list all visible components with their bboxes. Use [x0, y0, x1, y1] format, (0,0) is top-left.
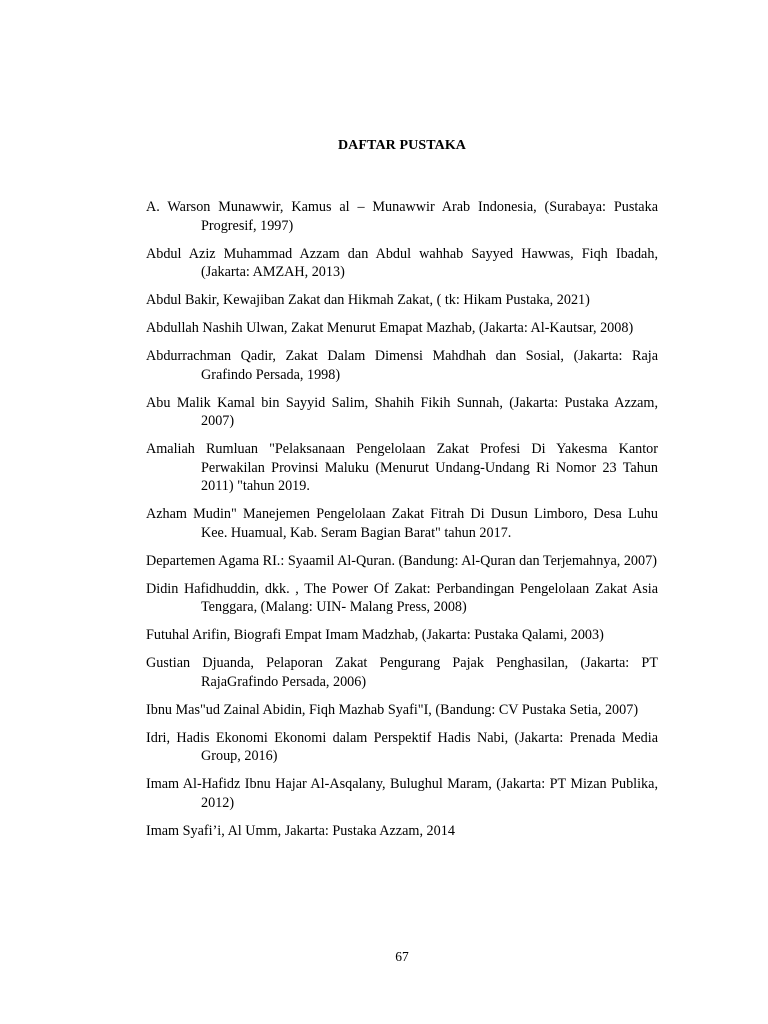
reference-item: Imam Al-Hafidz Ibnu Hajar Al-Asqalany, Bulughul Maram, (Jakarta: PT Mizan Publika, 2012) [146, 776, 658, 811]
reference-list [146, 198, 658, 850]
reference-item: Gustian Djuanda, Pelaporan Zakat Pengurang Pajak Penghasilan, (Jakarta: PT RajaGrafindo Persada, 2006) [146, 655, 658, 690]
reference-item: Amaliah Rumluan "Pelaksanaan Pengelolaan Zakat Profesi Di Yakesma Kantor Perwakilan Provinsi Maluku (Menurut Undang-Undang Ri Nomor 23 Tahun 2011) "tahun 2019. [146, 441, 658, 494]
reference-item: Didin Hafidhuddin, dkk. , The Power Of Zakat: Perbandingan Pengelolaan Zakat Asia Tenggara, (Malang: UIN- Malang Press, 2008) [146, 580, 658, 615]
reference-item: Idri, Hadis Ekonomi Ekonomi dalam Perspektif Hadis Nabi, (Jakarta: Prenada Media Group, 2016) [146, 729, 658, 764]
reference-item: Imam Syafi’i, Al Umm, Jakarta: Pustaka Azzam, 2014 [146, 822, 455, 839]
reference-item: Abdullah Nashih Ulwan, Zakat Menurut Emapat Mazhab, (Jakarta: Al-Kautsar, 2008) [146, 320, 634, 336]
page-title: DAFTAR PUSTAKA [337, 138, 467, 153]
page-number: 67 [395, 949, 409, 964]
reference-item: Abdurrachman Qadir, Zakat Dalam Dimensi Mahdhah dan Sosial, (Jakarta: Raja Grafindo Persada, 1998) [146, 348, 658, 383]
reference-item: Abu Malik Kamal bin Sayyid Salim, Shahih Fikih Sunnah, (Jakarta: Pustaka Azzam, 2007) [146, 394, 658, 429]
reference-item: Ibnu Mas"ud Zainal Abidin, Fiqh Mazhab Syafi"I, (Bandung: CV Pustaka Setia, 2007) [146, 701, 639, 718]
reference-item: Azham Mudin" Manejemen Pengelolaan Zakat Fitrah Di Dusun Limboro, Desa Luhu Kee. Huamual, Kab. Seram Bagian Barat" tahun 2017. [146, 506, 658, 541]
reference-item: Departemen Agama RI.: Syaamil Al-Quran. (Bandung: Al-Quran dan Terjemahnya, 2007) [146, 552, 657, 569]
reference-item: Futuhal Arifin, Biografi Empat Imam Madzhab, (Jakarta: Pustaka Qalami, 2003) [146, 627, 604, 643]
reference-item: A. Warson Munawwir, Kamus al – Munawwir Arab Indonesia, (Surabaya: Pustaka Progresif, 1997) [146, 199, 658, 234]
reference-item: Abdul Bakir, Kewajiban Zakat dan Hikmah Zakat, ( tk: Hikam Pustaka, 2021) [146, 292, 590, 308]
reference-item: Abdul Aziz Muhammad Azzam dan Abdul wahhab Sayyed Hawwas, Fiqh Ibadah, (Jakarta: AMZAH, 2013) [146, 245, 658, 280]
